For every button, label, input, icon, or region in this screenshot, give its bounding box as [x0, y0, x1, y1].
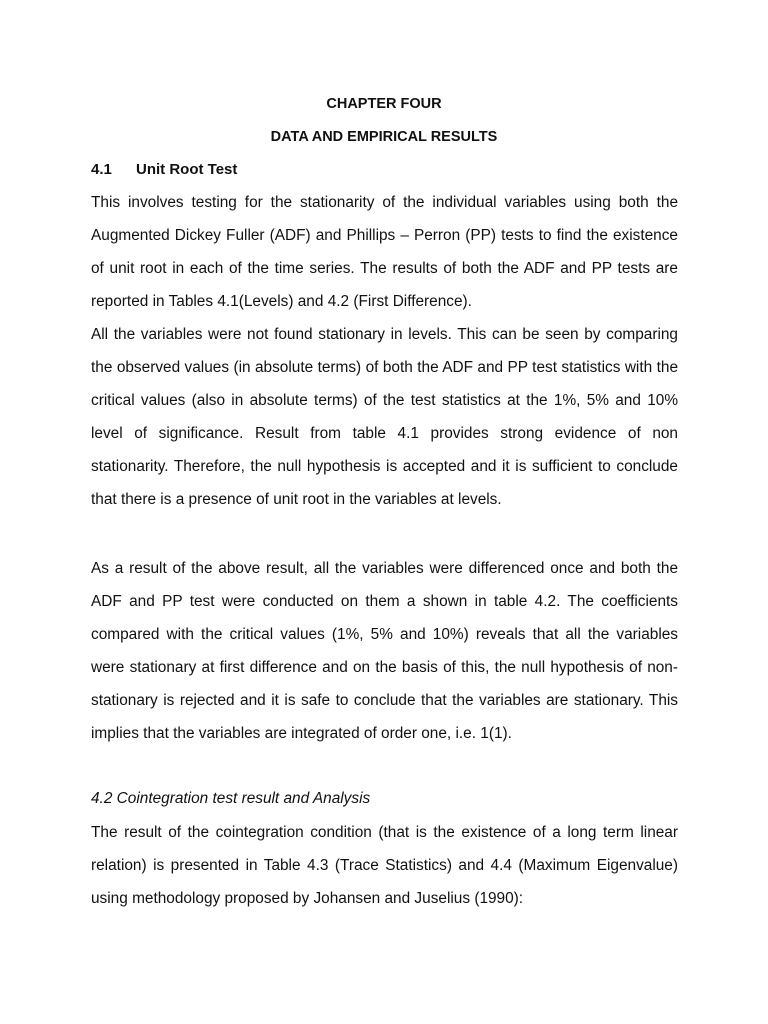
paragraph-levels-result: All the variables were not found stationary in levels. This can be seen by comparing the observed values (in absolute terms) of both the ADF and PP test statistics with the critical values (also in absolute terms) of the test statistics at the 1%, 5% and 10% level of significance. Result from table 4.1 provides strong evidence of non stationarity. Therefore, the null hypothesis is accepted and it is sufficient to conclude that there is a presence of unit root in the variables at levels. — [91, 326, 678, 508]
paragraph-first-difference-result: As a result of the above result, all the variables were differenced once and both the ADF and PP test were conducted on them a shown in table 4.2. The coefficients compared with the critical values (1%, 5% and 10%) reveals that all the variables were stationary at first difference and on the basis of this, the null hypothesis of non-stationary is rejected and it is safe to conclude that the variables are stationary. This implies that the variables are integrated of order one, i.e. 1(1). — [91, 560, 678, 742]
subsection-heading: 4.2 Cointegration test result and Analysis — [91, 790, 371, 807]
chapter-heading: CHAPTER FOUR — [326, 96, 442, 112]
section-number: 4.1 — [91, 161, 112, 178]
section-title: Unit Root Test — [136, 161, 238, 178]
paragraph-unit-root-intro: This involves testing for the stationarity of the individual variables using both the Augmented Dickey Fuller (ADF) and Phillips – Perron (PP) tests to find the existence of unit root in each of the time series. The results of both the ADF and PP tests are reported in Tables 4.1(Levels) and 4.2 (First Difference). — [91, 194, 678, 310]
paragraph-cointegration: The result of the cointegration condition (that is the existence of a long term linear relation) is presented in Table 4.3 (Trace Statistics) and 4.4 (Maximum Eigenvalue) using methodology proposed by Johansen and Juselius (1990): — [91, 824, 678, 907]
chapter-title: DATA AND EMPIRICAL RESULTS — [270, 129, 498, 145]
